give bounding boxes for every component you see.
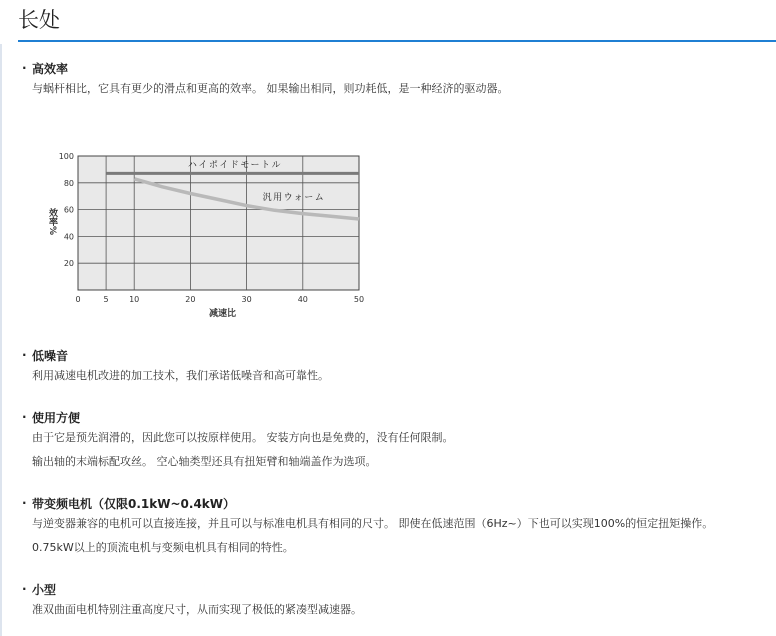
left-border: [0, 44, 2, 636]
section-text: 0.75kW以上的顶流电机与变频电机具有相同的特性。: [32, 541, 294, 554]
section-text: 准双曲面电机特别注重高度尺寸，从而实现了极低的紧凑型减速器。: [32, 603, 362, 616]
x-tick-label: 0: [75, 295, 81, 304]
section-text: 利用减速电机改进的加工技术，我们承诺低噪音和高可靠性。: [32, 369, 329, 382]
x-tick-label: 10: [129, 295, 140, 304]
section-heading-text: 使用方便: [32, 410, 81, 425]
efficiency-chart-svg: [40, 146, 380, 324]
section-inverter-motor: [22, 494, 713, 560]
section-low-noise: [22, 346, 329, 388]
page-title: 长处: [18, 8, 60, 32]
series-label-hypoid: ハイポイドモートル: [187, 160, 283, 171]
efficiency-chart: [40, 146, 380, 324]
bullet-dot-icon: ·: [22, 61, 27, 75]
y-tick-label: 80: [63, 178, 74, 188]
section-heading: [22, 346, 329, 364]
bullet-dot-icon: ·: [22, 348, 27, 362]
x-tick-label: 5: [103, 295, 109, 304]
title-underline: [18, 40, 776, 42]
bullet-dot-icon: ·: [22, 410, 27, 424]
section-high-efficiency: [22, 59, 509, 101]
section-text: 输出轴的末端标配攻丝。 空心轴类型还具有扭矩臂和轴端盖作为选项。: [32, 455, 377, 468]
series-label-worm: 汎用ウォーム: [262, 193, 326, 203]
y-axis-label: 效率%: [47, 208, 57, 236]
section-heading: [22, 408, 454, 426]
section-heading-text: 带变频电机（仅限0.1kW~0.4kW）: [32, 496, 236, 511]
y-tick-label: 100: [58, 152, 74, 161]
bullet-dot-icon: ·: [22, 496, 27, 510]
section-text: 由于它是预先润滑的，因此您可以按原样使用。 安装方向也是免费的，没有任何限制。: [32, 431, 454, 444]
x-tick-label: 40: [297, 295, 308, 304]
x-tick-label: 20: [185, 295, 196, 304]
section-heading-text: 高效率: [32, 61, 69, 76]
x-tick-label: 30: [241, 295, 252, 304]
section-easy-use: [22, 408, 454, 474]
y-tick-label: 60: [63, 205, 74, 215]
section-heading-text: 小型: [32, 582, 57, 597]
section-text: 与逆变器兼容的电机可以直接连接，并且可以与标准电机具有相同的尺寸。 即使在低速范围（6Hz~）下也可以实现100%的恒定扭矩操作。: [32, 517, 714, 530]
section-text: 与蜗杆相比，它具有更少的滑点和更高的效率。 如果输出相同，则功耗低，是一种经济的驱动器。: [32, 82, 509, 95]
x-axis-label: 减速比: [208, 309, 237, 319]
section-heading-text: 低噪音: [32, 348, 69, 363]
y-tick-label: 40: [63, 232, 74, 242]
section-heading: [22, 580, 362, 598]
bullet-dot-icon: ·: [22, 582, 27, 596]
plot-area: [78, 156, 359, 290]
y-tick-label: 20: [63, 259, 74, 269]
section-compact: [22, 580, 362, 622]
section-heading: [22, 59, 509, 77]
x-tick-label: 50: [353, 295, 365, 304]
section-heading: [22, 494, 713, 512]
